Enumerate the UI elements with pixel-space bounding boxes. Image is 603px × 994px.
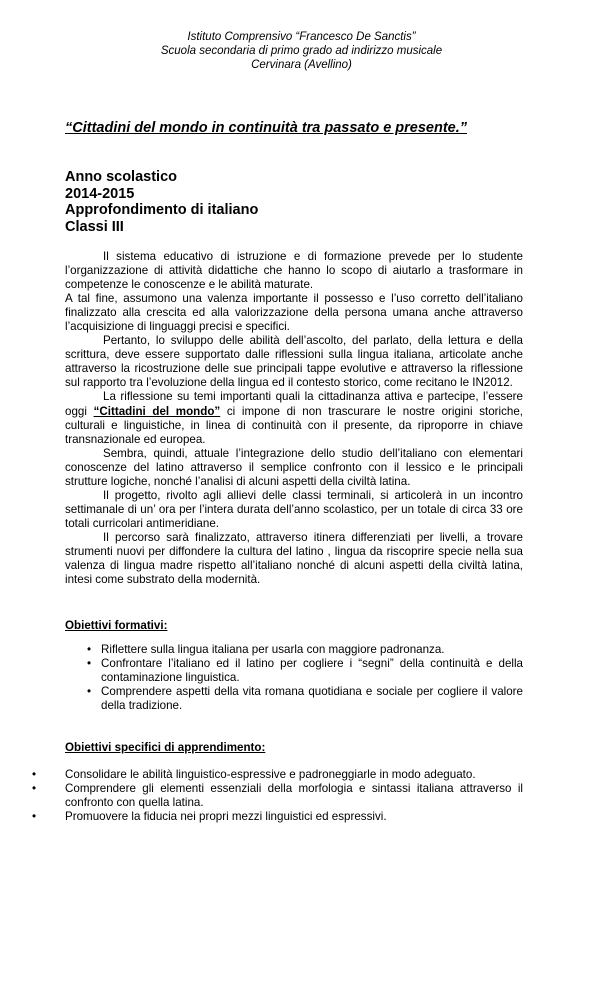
bullet-icon: • bbox=[87, 685, 92, 699]
title-classes: Classi III bbox=[65, 218, 124, 235]
list-item bbox=[32, 768, 523, 782]
list-item bbox=[32, 782, 523, 810]
title-school-year-label: Anno scolastico bbox=[65, 169, 177, 185]
title-subject: Approfondimento di italiano bbox=[65, 202, 259, 218]
list-item-text: Consolidare le abilità linguistico-espressive e padroneggiarle in modo adeguato. bbox=[65, 768, 476, 781]
header-location: Cervinara (Avellino) bbox=[251, 59, 352, 71]
paragraph bbox=[65, 390, 523, 446]
title-block bbox=[65, 169, 258, 235]
title-school-year: 2014-2015 bbox=[65, 185, 135, 202]
paragraph-text: ci impone di non trascurare le nostre origini storiche, culturali e linguistiche, in linea di continuità con il presente, da riproporre in chiave transnazionale ed europea. bbox=[65, 404, 524, 446]
paragraph-text: La riflessione su temi importanti quali la cittadinanza attiva e partecipe, l’essere oggi bbox=[65, 390, 523, 418]
paragraph: A tal fine, assumono una valenza importante il possesso e l’uso corretto dell’italiano finalizzato alla crescita ed alla valorizzazione della persona umana anche attraverso l’acquisizione di linguaggi precisi e specifici. bbox=[65, 292, 523, 334]
list-item bbox=[32, 810, 523, 824]
project-motto: “Cittadini del mondo in continuità tra passato e presente.” bbox=[65, 120, 468, 136]
section-heading-obiettivi-specifici: Obiettivi specifici di apprendimento: bbox=[65, 741, 266, 754]
header-school-type: Scuola secondaria di primo grado ad indirizzo musicale bbox=[160, 45, 443, 57]
list-item bbox=[65, 685, 523, 713]
highlight-cittadini-del-mondo: “Cittadini del mondo” bbox=[93, 404, 221, 418]
bullet-icon: • bbox=[32, 768, 37, 781]
paragraph: Il percorso sarà finalizzato, attraverso itinera differenziati per livelli, a trovare strumenti nuovi per diffondere la cultura del latino , lingua da riscoprire specie nella sua valenza di lingua madre rispetto all’italiano nonché di alcuni aspetti della civiltà latina, intesi come substrato della modernità. bbox=[65, 530, 523, 587]
header-school-name: Istituto Comprensivo “Francesco De Sanctis” bbox=[187, 31, 416, 43]
list-item bbox=[65, 643, 523, 657]
list-item-text: Promuovere la fiducia nei propri mezzi linguistici ed espressivi. bbox=[65, 810, 387, 824]
bullet-icon: • bbox=[32, 782, 37, 796]
school-header bbox=[0, 30, 603, 72]
obiettivi-specifici-list bbox=[32, 768, 523, 824]
list-item-text: Riflettere sulla lingua italiana per usarla con maggiore padronanza. bbox=[101, 643, 445, 656]
paragraph: Il progetto, rivolto agli allievi delle classi terminali, si articolerà in un incontro settimanale di un’ ora per l’intera durata dell’anno scolastico, per un totale di circa 33 ore totali curricolari antimeridiane. bbox=[65, 488, 523, 530]
paragraph: Il sistema educativo di istruzione e di formazione prevede per lo studente l’organizzazione di attività didattiche che hanno lo scopo di aiutarlo a trasformare in competenze le conoscenze e le abilità maturate. bbox=[65, 250, 523, 292]
bullet-icon: • bbox=[32, 810, 37, 824]
list-item-text: Confrontare l’italiano ed il latino per cogliere i “segni” della continuità e della contaminazione linguistica. bbox=[101, 657, 523, 685]
bullet-icon: • bbox=[87, 657, 92, 671]
paragraph: Pertanto, lo sviluppo delle abilità dell’ascolto, del parlato, della lettura e della scrittura, deve essere supportato dalle riflessioni sulla lingua italiana, articolate anche attraverso la ricostruzione delle sue principali tappe evolutive e attraverso la riflessione sul rapporto tra l’evoluzione della lingua ed il contesto storico, come recitano le IN2012. bbox=[65, 334, 523, 390]
bullet-icon: • bbox=[87, 643, 92, 656]
list-item-text: Comprendere gli elementi essenziali della morfologia e sintassi italiana attraverso il confronto con quella latina. bbox=[65, 782, 523, 810]
list-item-text: Comprendere aspetti della vita romana quotidiana e sociale per cogliere il valore della tradizione. bbox=[101, 685, 523, 713]
section-heading-obiettivi-formativi: Obiettivi formativi: bbox=[65, 619, 168, 632]
list-item bbox=[65, 657, 523, 685]
body-text bbox=[65, 250, 523, 587]
paragraph: Sembra, quindi, attuale l’integrazione dello studio dell’italiano con elementari conoscenze del latino attraverso il semplice confronto con il lessico e le principali strutture logiche, nonché l’analisi di alcuni aspetti della civiltà latina. bbox=[65, 446, 523, 488]
obiettivi-formativi-list bbox=[65, 643, 523, 713]
